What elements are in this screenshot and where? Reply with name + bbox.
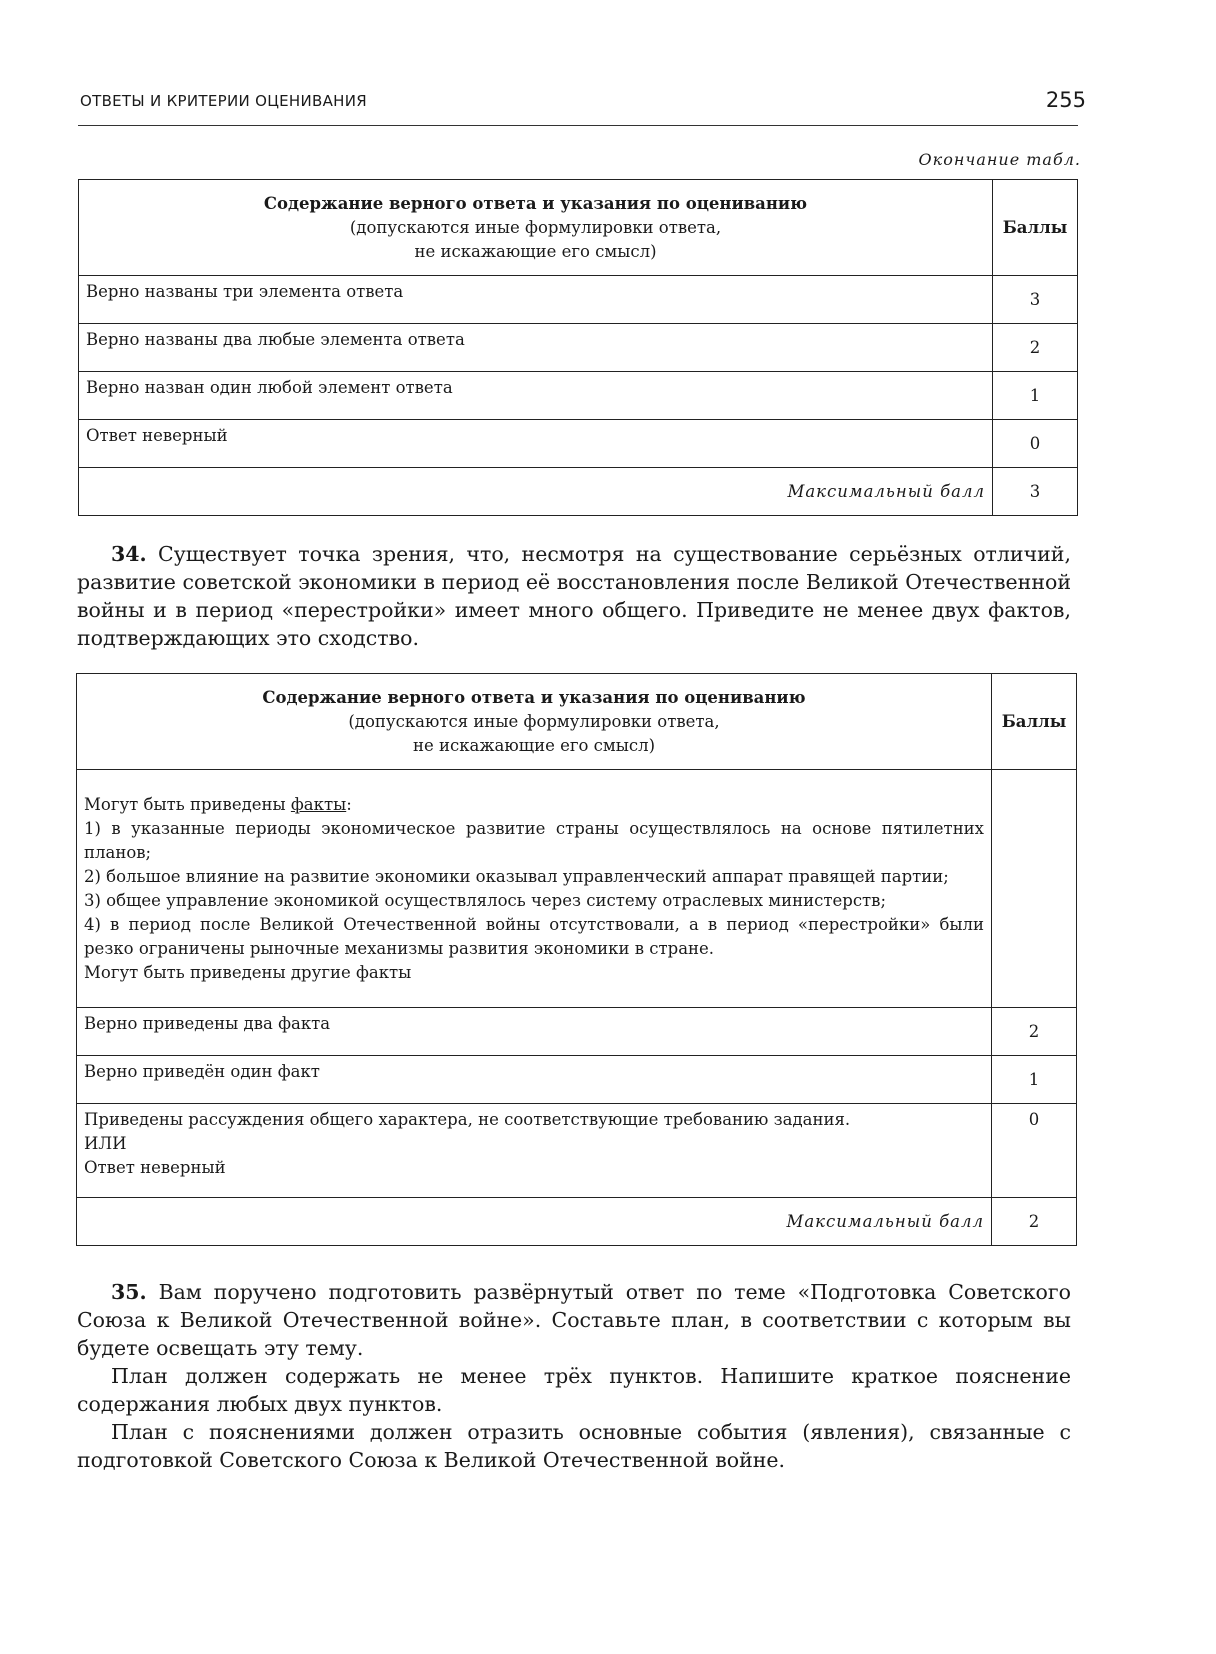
header-line: (допускаются иные формулировки ответа, (348, 711, 720, 731)
question-paragraph: План с пояснениями должен отразить основные события (явления), связанные с подготовкой Советского Союза к Великой Отечественной войне. (77, 1420, 1071, 1472)
question-text: Вам поручено подготовить развёрнутый ответ по теме «Подготовка Советского Союза к Великой Отечественной войне». Составьте план, в соответствии с которым вы будете освещать эту тему. (77, 1280, 1071, 1360)
max-score: 2 (992, 1198, 1077, 1246)
facts-intro-end: : (346, 794, 352, 814)
criterion: Верно назван один любой элемент ответа (79, 372, 993, 420)
points: 1 (992, 1056, 1077, 1104)
criterion: Верно названы три элемента ответа (79, 276, 993, 324)
question-text: Существует точка зрения, что, несмотря на существование серьёзных отличий, развитие советской экономики в период её восстановления после Великой Отечественной войны и в период «перестройки» имеет много общего. Приведите не менее двух фактов, подтверждающих это сходство. (77, 542, 1071, 650)
criterion-line: ИЛИ (84, 1134, 127, 1153)
points: 1 (993, 372, 1078, 420)
header-line: не искажающие его смысл) (412, 735, 656, 755)
facts-intro: Могут быть приведены (84, 794, 291, 814)
facts-outro: Могут быть приведены другие факты (84, 962, 412, 982)
criterion: Верно названы два любые элемента ответа (79, 324, 993, 372)
table-header-content (77, 674, 992, 770)
points-empty (992, 770, 1077, 1008)
header-rule (78, 125, 1078, 126)
points: 2 (992, 1008, 1077, 1056)
criterion: Верно приведён один факт (77, 1056, 992, 1104)
table-header-content (79, 180, 993, 276)
criterion: Ответ неверный (79, 420, 993, 468)
points: 0 (993, 420, 1078, 468)
points: 2 (993, 324, 1078, 372)
criterion-line: Приведены рассуждения общего характера, не соответствующие требованию задания. (84, 1110, 851, 1129)
facts-intro-underlined: факты (290, 794, 347, 814)
question-35 (77, 1278, 1071, 1474)
max-score-label: Максимальный балл (77, 1198, 992, 1246)
criterion-line: Ответ неверный (84, 1158, 226, 1177)
running-header: ОТВЕТЫ И КРИТЕРИИ ОЦЕНИВАНИЯ (80, 92, 368, 110)
header-line: не искажающие его смысл) (414, 241, 657, 261)
table-continuation-caption: Окончание табл. (918, 150, 1081, 169)
points: 0 (992, 1104, 1077, 1198)
question-34 (77, 540, 1071, 652)
header-line: Содержание верного ответа и указания по оцениванию (262, 687, 806, 707)
table-header-points: Баллы (993, 180, 1078, 276)
fact-item: 2) большое влияние на развитие экономики оказывал управленческий аппарат правящей партии; (84, 866, 949, 886)
max-score-label: Максимальный балл (79, 468, 993, 516)
question-number: 34. (111, 542, 147, 566)
fact-item: 4) в период после Великой Отечественной войны отсутствовали, а в период «перестройки» были резко ограничены рыночные механизмы развития экономики в стране. (84, 914, 984, 958)
question-paragraph: План должен содержать не менее трёх пунктов. Напишите краткое пояснение содержания любых двух пунктов. (77, 1364, 1071, 1416)
criteria-table-34 (76, 673, 1077, 1246)
fact-item: 3) общее управление экономикой осуществлялось через систему отраслевых министерств; (84, 890, 887, 910)
criterion (77, 1104, 992, 1198)
points: 3 (993, 276, 1078, 324)
criterion: Верно приведены два факта (77, 1008, 992, 1056)
facts-cell (77, 770, 992, 1008)
header-line: (допускаются иные формулировки ответа, (349, 217, 722, 237)
max-score: 3 (993, 468, 1078, 516)
question-number: 35. (111, 1280, 147, 1304)
page-number: 255 (1045, 88, 1086, 112)
table-header-points: Баллы (992, 674, 1077, 770)
fact-item: 1) в указанные периоды экономическое развитие страны осуществлялось на основе пятилетних планов; (84, 818, 984, 862)
criteria-table-33 (78, 179, 1078, 516)
header-line: Содержание верного ответа и указания по оцениванию (263, 193, 808, 213)
